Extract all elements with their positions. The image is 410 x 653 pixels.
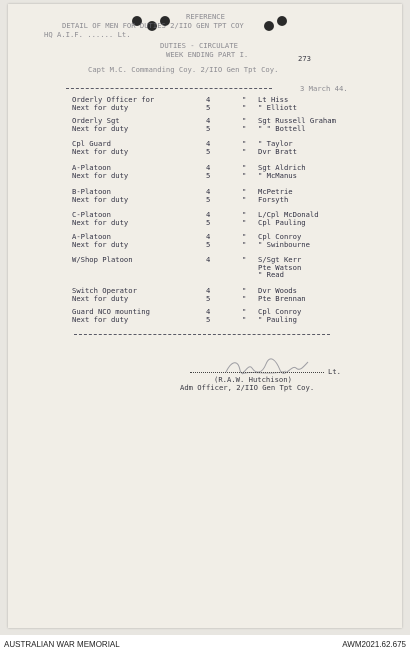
punch-hole <box>277 16 287 26</box>
duty-label: Switch Operator Next for duty <box>72 286 137 303</box>
document-page <box>8 4 402 628</box>
roster-row <box>8 188 402 206</box>
assigned-names: L/Cpl McDonald Cpl Pauling <box>258 210 319 227</box>
duty-date: 4 5 <box>206 116 211 133</box>
signature-line <box>190 372 324 373</box>
roster-row <box>8 164 402 182</box>
duty-label: B-Platoon Next for duty <box>72 187 129 204</box>
assigned-names: Cpl Conroy " Pauling <box>258 307 302 324</box>
duty-label: W/Shop Platoon <box>72 255 133 264</box>
bottom-rule <box>74 334 330 335</box>
duty-label: Orderly Officer for Next for duty <box>72 95 155 112</box>
duty-date: 4 5 <box>206 95 211 112</box>
header-line-1: REFERENCE <box>186 12 225 21</box>
signatory-name: (R.A.W. Hutchison) <box>214 375 292 384</box>
assigned-names: " Taylor Dvr Bratt <box>258 139 297 156</box>
header-line-5: WEEK ENDING PART I. <box>166 50 249 59</box>
assigned-names: Sgt Aldrich " McManus <box>258 163 306 180</box>
ditto-mark: " " <box>242 116 247 133</box>
roster-row <box>8 211 402 229</box>
ditto-mark: " " <box>242 232 247 249</box>
archive-reference: AWM2021.62.675 <box>342 640 406 649</box>
assigned-names: Lt Hiss " Elliott <box>258 95 297 112</box>
roster-row <box>8 96 402 114</box>
duty-date: 4 5 <box>206 232 211 249</box>
signature-suffix: Lt. <box>328 367 341 376</box>
roster-row <box>8 140 402 158</box>
duty-date: 4 5 <box>206 163 211 180</box>
archive-name: AUSTRALIAN WAR MEMORIAL <box>4 640 120 649</box>
header-date: 3 March 44. <box>300 84 348 93</box>
header-line-4: DUTIES - CIRCULATE <box>160 41 238 50</box>
roster-row <box>8 255 402 280</box>
assigned-names: S/Sgt Kerr Pte Watson " Read <box>258 255 302 280</box>
assigned-names: Cpl Conroy " Swinbourne <box>258 232 310 249</box>
assigned-names: McPetrie Forsyth <box>258 187 293 204</box>
ditto-mark: " " <box>242 139 247 156</box>
duty-date: 4 5 <box>206 286 211 303</box>
header-rule <box>66 88 272 89</box>
header-line-6: Capt M.C. Commanding Coy. 2/IIO Gen Tpt Coy. <box>88 65 279 74</box>
roster-row <box>8 233 402 251</box>
assigned-names: Dvr Woods Pte Brennan <box>258 286 306 303</box>
duty-label: Orderly Sgt Next for duty <box>72 116 129 133</box>
roster-row <box>8 287 402 305</box>
duty-label: Cpl Guard Next for duty <box>72 139 129 156</box>
archive-footer <box>0 635 410 653</box>
duty-label: C-Platoon Next for duty <box>72 210 129 227</box>
signatory-title: Adm Officer, 2/IIO Gen Tpt Coy. <box>180 383 315 392</box>
duty-date: 4 5 <box>206 187 211 204</box>
assigned-names: Sgt Russell Graham " " Bottell <box>258 116 336 133</box>
reference-number: 273 <box>298 54 311 63</box>
punch-hole <box>264 21 274 31</box>
duty-date: 4 5 <box>206 307 211 324</box>
header-line-3: HQ A.I.F. ...... Lt. <box>44 30 131 39</box>
duty-label: A-Platoon Next for duty <box>72 232 129 249</box>
roster-row <box>8 117 402 135</box>
ditto-mark: " " <box>242 286 247 303</box>
ditto-mark: " " <box>242 163 247 180</box>
duty-date: 4 5 <box>206 210 211 227</box>
ditto-mark: " " <box>242 210 247 227</box>
header-line-2: DETAIL OF MEN FOR DUTIES 2/IIO GEN TPT COY <box>62 21 244 30</box>
duty-date: 4 <box>206 255 211 264</box>
roster-row <box>8 308 402 326</box>
duty-date: 4 5 <box>206 139 211 156</box>
ditto-mark: " <box>242 255 247 264</box>
ditto-mark: " " <box>242 307 247 324</box>
duty-label: Guard NCO mounting Next for duty <box>72 307 150 324</box>
ditto-mark: " " <box>242 95 247 112</box>
duty-label: A-Platoon Next for duty <box>72 163 129 180</box>
ditto-mark: " " <box>242 187 247 204</box>
